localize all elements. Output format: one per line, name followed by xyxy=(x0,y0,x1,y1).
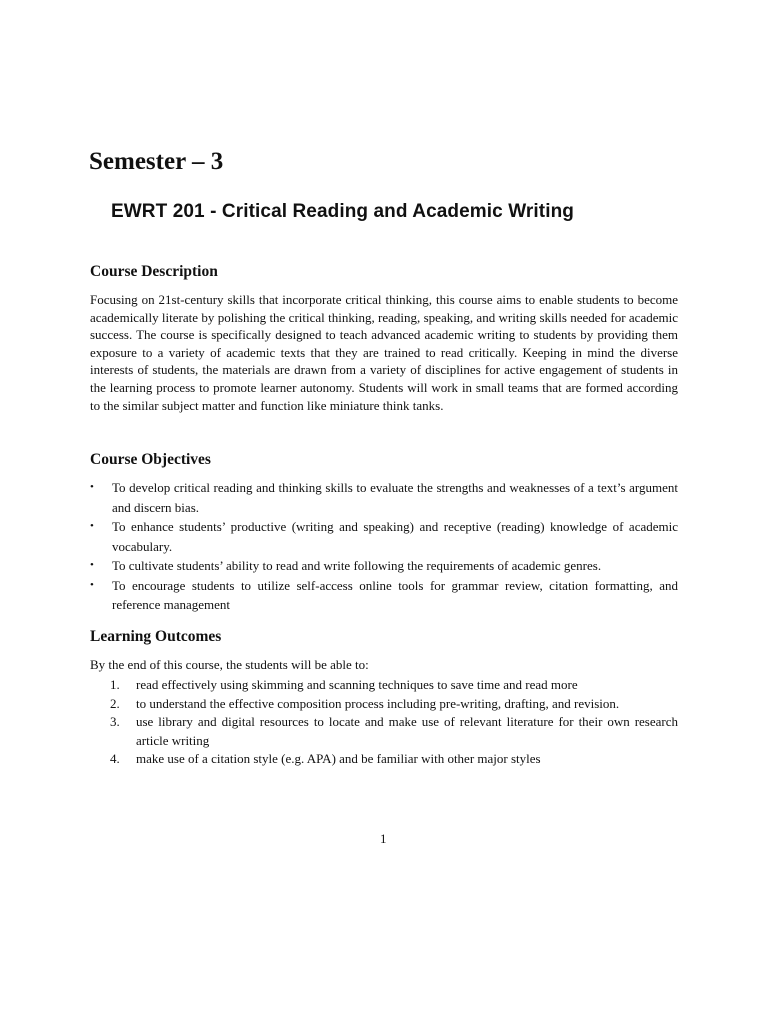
outcome-item xyxy=(110,713,678,750)
objective-item xyxy=(90,478,678,517)
course-objectives-heading: Course Objectives xyxy=(90,451,211,468)
objective-text: To encourage students to utilize self-access online tools for grammar review, citation formatting, and reference management xyxy=(112,577,678,612)
objective-item xyxy=(90,556,678,576)
bullet-icon: • xyxy=(90,520,94,532)
outcome-text: to understand the effective composition process including pre-writing, drafting, and revision. xyxy=(136,695,620,711)
outcome-item xyxy=(110,695,678,714)
outcome-item xyxy=(110,676,678,695)
objective-text: To cultivate students’ ability to read and write following the requirements of academic genres. xyxy=(112,558,602,573)
outcome-number: 3. xyxy=(110,714,120,729)
outcome-text: read effectively using skimming and scanning techniques to save time and read more xyxy=(136,677,578,692)
outcome-text: make use of a citation style (e.g. APA) and be familiar with other major styles xyxy=(136,751,541,766)
course-description-heading: Course Description xyxy=(90,263,218,280)
outcome-number: 4. xyxy=(110,751,120,766)
objective-text: To develop critical reading and thinking skills to evaluate the strengths and weaknesses of a text’s argument and discern bias. xyxy=(112,480,678,515)
semester-heading: Semester – 3 xyxy=(89,148,224,175)
objective-item xyxy=(90,517,678,556)
course-title: EWRT 201 - Critical Reading and Academic Writing xyxy=(111,201,574,222)
learning-outcomes-heading: Learning Outcomes xyxy=(90,628,222,645)
outcome-item xyxy=(110,750,678,769)
objectives-list xyxy=(90,478,678,615)
bullet-icon: • xyxy=(90,578,94,591)
outcome-number: 1. xyxy=(110,677,120,692)
bullet-icon: • xyxy=(90,559,94,571)
objective-text: To enhance students’ productive (writing and speaking) and receptive (reading) knowledge of academic vocabulary. xyxy=(112,519,678,554)
bullet-icon: • xyxy=(90,481,94,493)
outcomes-list xyxy=(110,676,678,769)
page-number: 1 xyxy=(380,831,387,846)
outcome-number: 2. xyxy=(110,695,120,711)
course-description-text: Focusing on 21st-century skills that incorporate critical thinking, this course aims to enable students to become academically literate by polishing the critical thinking, reading, speaking, and writing skills needed for academic success. The course is specifically designed to teach advanced academic writing to students by providing them exposure to a variety of academic texts that they are trained to read critically. Keeping in mind the diverse interests of students, the materials are drawn from a variety of disciplines for active engagement of students in the learning process to promote learner autonomy. Students will work in small teams that are formed according to the similar subject matter and function like miniature think tanks. xyxy=(90,292,678,413)
objective-item xyxy=(90,576,678,615)
outcome-text: use library and digital resources to locate and make use of relevant literature for their own research article writing xyxy=(136,714,678,748)
learning-outcomes-intro: By the end of this course, the students will be able to: xyxy=(90,657,369,672)
